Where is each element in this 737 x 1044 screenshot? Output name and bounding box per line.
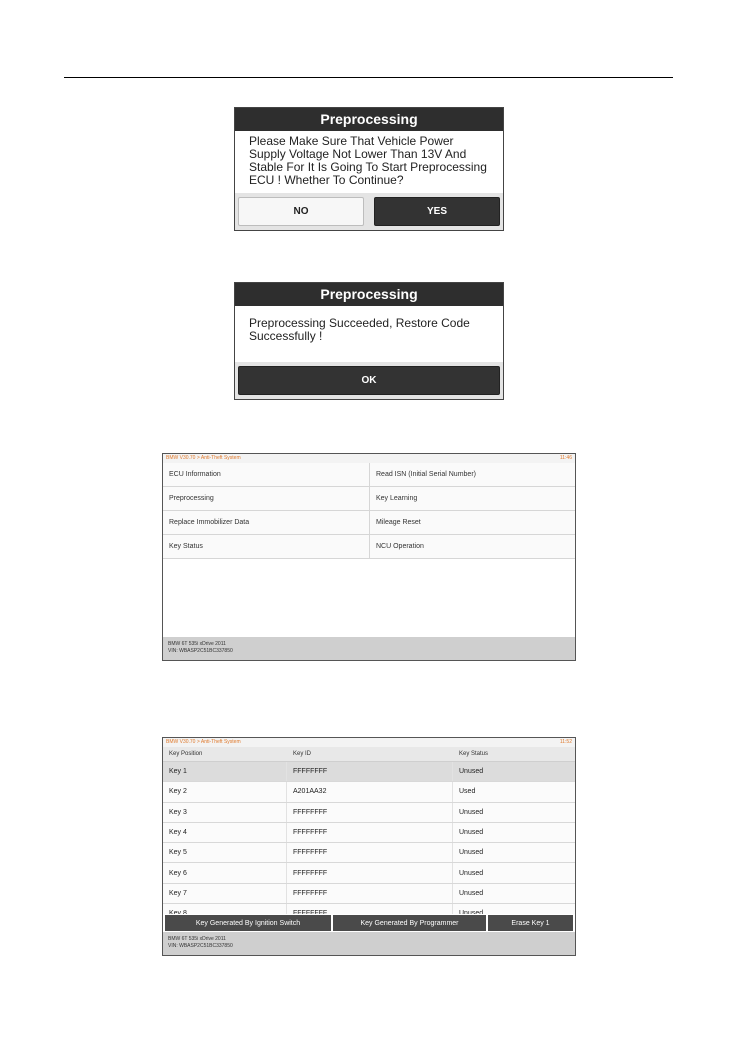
column-key-position: Key Position <box>169 751 203 757</box>
key-generated-by-programmer-button[interactable]: Key Generated By Programmer <box>333 915 486 931</box>
vehicle-vin: VIN: WBASP2C51BC337850 <box>168 648 233 654</box>
vehicle-info-footer <box>163 932 575 955</box>
table-row[interactable] <box>163 762 575 782</box>
key-position: Key 7 <box>163 884 287 903</box>
dialog-message: Please Make Sure That Vehicle Power Supply Voltage Not Lower Than 13V And Stable For It Is Going To Start Preprocessing ECU ! Whether To Continue? <box>249 134 487 187</box>
key-status: Used <box>459 788 476 796</box>
breadcrumb: BMW V30.70 > Anti-Theft System <box>166 739 241 745</box>
key-position: Key 1 <box>163 762 287 781</box>
status-bar <box>163 738 575 747</box>
function-menu <box>163 463 575 559</box>
anti-theft-menu-screen <box>162 453 576 661</box>
action-bar <box>163 914 575 932</box>
vehicle-vin: VIN: WBASP2C51BC337850 <box>168 943 233 949</box>
table-row[interactable] <box>163 823 575 843</box>
key-id: FFFFFFFF <box>287 823 453 842</box>
key-status-screen <box>162 737 576 956</box>
dialog-message: Preprocessing Succeeded, Restore Code Successfully ! <box>249 316 470 343</box>
menu-item-key-status[interactable]: Key Status <box>163 535 370 559</box>
vehicle-info-footer <box>163 637 575 660</box>
vehicle-model: BMW 6T 535i xDrive 2011 <box>168 936 226 942</box>
menu-item-ncu-operation[interactable]: NCU Operation <box>370 535 576 559</box>
dialog-title: Preprocessing <box>235 283 503 306</box>
dialog-buttons <box>235 362 503 399</box>
header-rule <box>64 77 673 78</box>
column-key-status: Key Status <box>459 751 489 757</box>
key-position: Key 4 <box>163 823 287 842</box>
key-status: Unused <box>459 829 484 837</box>
key-id: FFFFFFFF <box>287 843 453 862</box>
menu-item-preprocessing[interactable]: Preprocessing <box>163 487 370 511</box>
key-id: FFFFFFFF <box>287 803 453 822</box>
table-header <box>163 747 575 762</box>
menu-item-read-isn[interactable]: Read ISN (Initial Serial Number) <box>370 463 576 487</box>
menu-item-ecu-information[interactable]: ECU Information <box>163 463 370 487</box>
table-row[interactable] <box>163 863 575 883</box>
key-id: FFFFFFFF <box>287 884 453 903</box>
key-status: Unused <box>459 768 484 776</box>
key-status: Unused <box>459 808 484 816</box>
key-status: Unused <box>459 889 484 897</box>
column-key-id: Key ID <box>293 751 312 757</box>
key-position: Key 2 <box>163 782 287 801</box>
status-bar <box>163 454 575 463</box>
menu-item-key-learning[interactable]: Key Learning <box>370 487 576 511</box>
table-row[interactable] <box>163 803 575 823</box>
key-table-body <box>163 762 575 917</box>
table-row[interactable] <box>163 884 575 904</box>
key-position: Key 6 <box>163 863 287 882</box>
menu-item-replace-immobilizer-data[interactable]: Replace Immobilizer Data <box>163 511 370 535</box>
table-row[interactable] <box>163 843 575 863</box>
breadcrumb: BMW V30.70 > Anti-Theft System <box>166 455 241 461</box>
preprocessing-confirm-dialog <box>234 107 504 231</box>
preprocessing-success-dialog <box>234 282 504 400</box>
dialog-title: Preprocessing <box>235 108 503 131</box>
no-button[interactable]: NO <box>238 197 364 226</box>
key-status: Unused <box>459 869 484 877</box>
clock: 11:46 <box>559 455 572 461</box>
key-position: Key 5 <box>163 843 287 862</box>
dialog-buttons <box>235 193 503 230</box>
key-position: Key 3 <box>163 803 287 822</box>
key-id: FFFFFFFF <box>287 762 453 781</box>
key-generated-by-ignition-switch-button[interactable]: Key Generated By Ignition Switch <box>165 915 331 931</box>
erase-key-button[interactable]: Erase Key 1 <box>488 915 573 931</box>
yes-button[interactable]: YES <box>374 197 500 226</box>
table-row[interactable] <box>163 782 575 802</box>
key-id: FFFFFFFF <box>287 863 453 882</box>
vehicle-model: BMW 6T 535i xDrive 2011 <box>168 641 226 647</box>
key-id: A201AA32 <box>287 782 453 801</box>
ok-button[interactable]: OK <box>238 366 500 395</box>
menu-item-mileage-reset[interactable]: Mileage Reset <box>370 511 576 535</box>
clock: 11:52 <box>559 739 572 745</box>
key-status: Unused <box>459 849 484 857</box>
